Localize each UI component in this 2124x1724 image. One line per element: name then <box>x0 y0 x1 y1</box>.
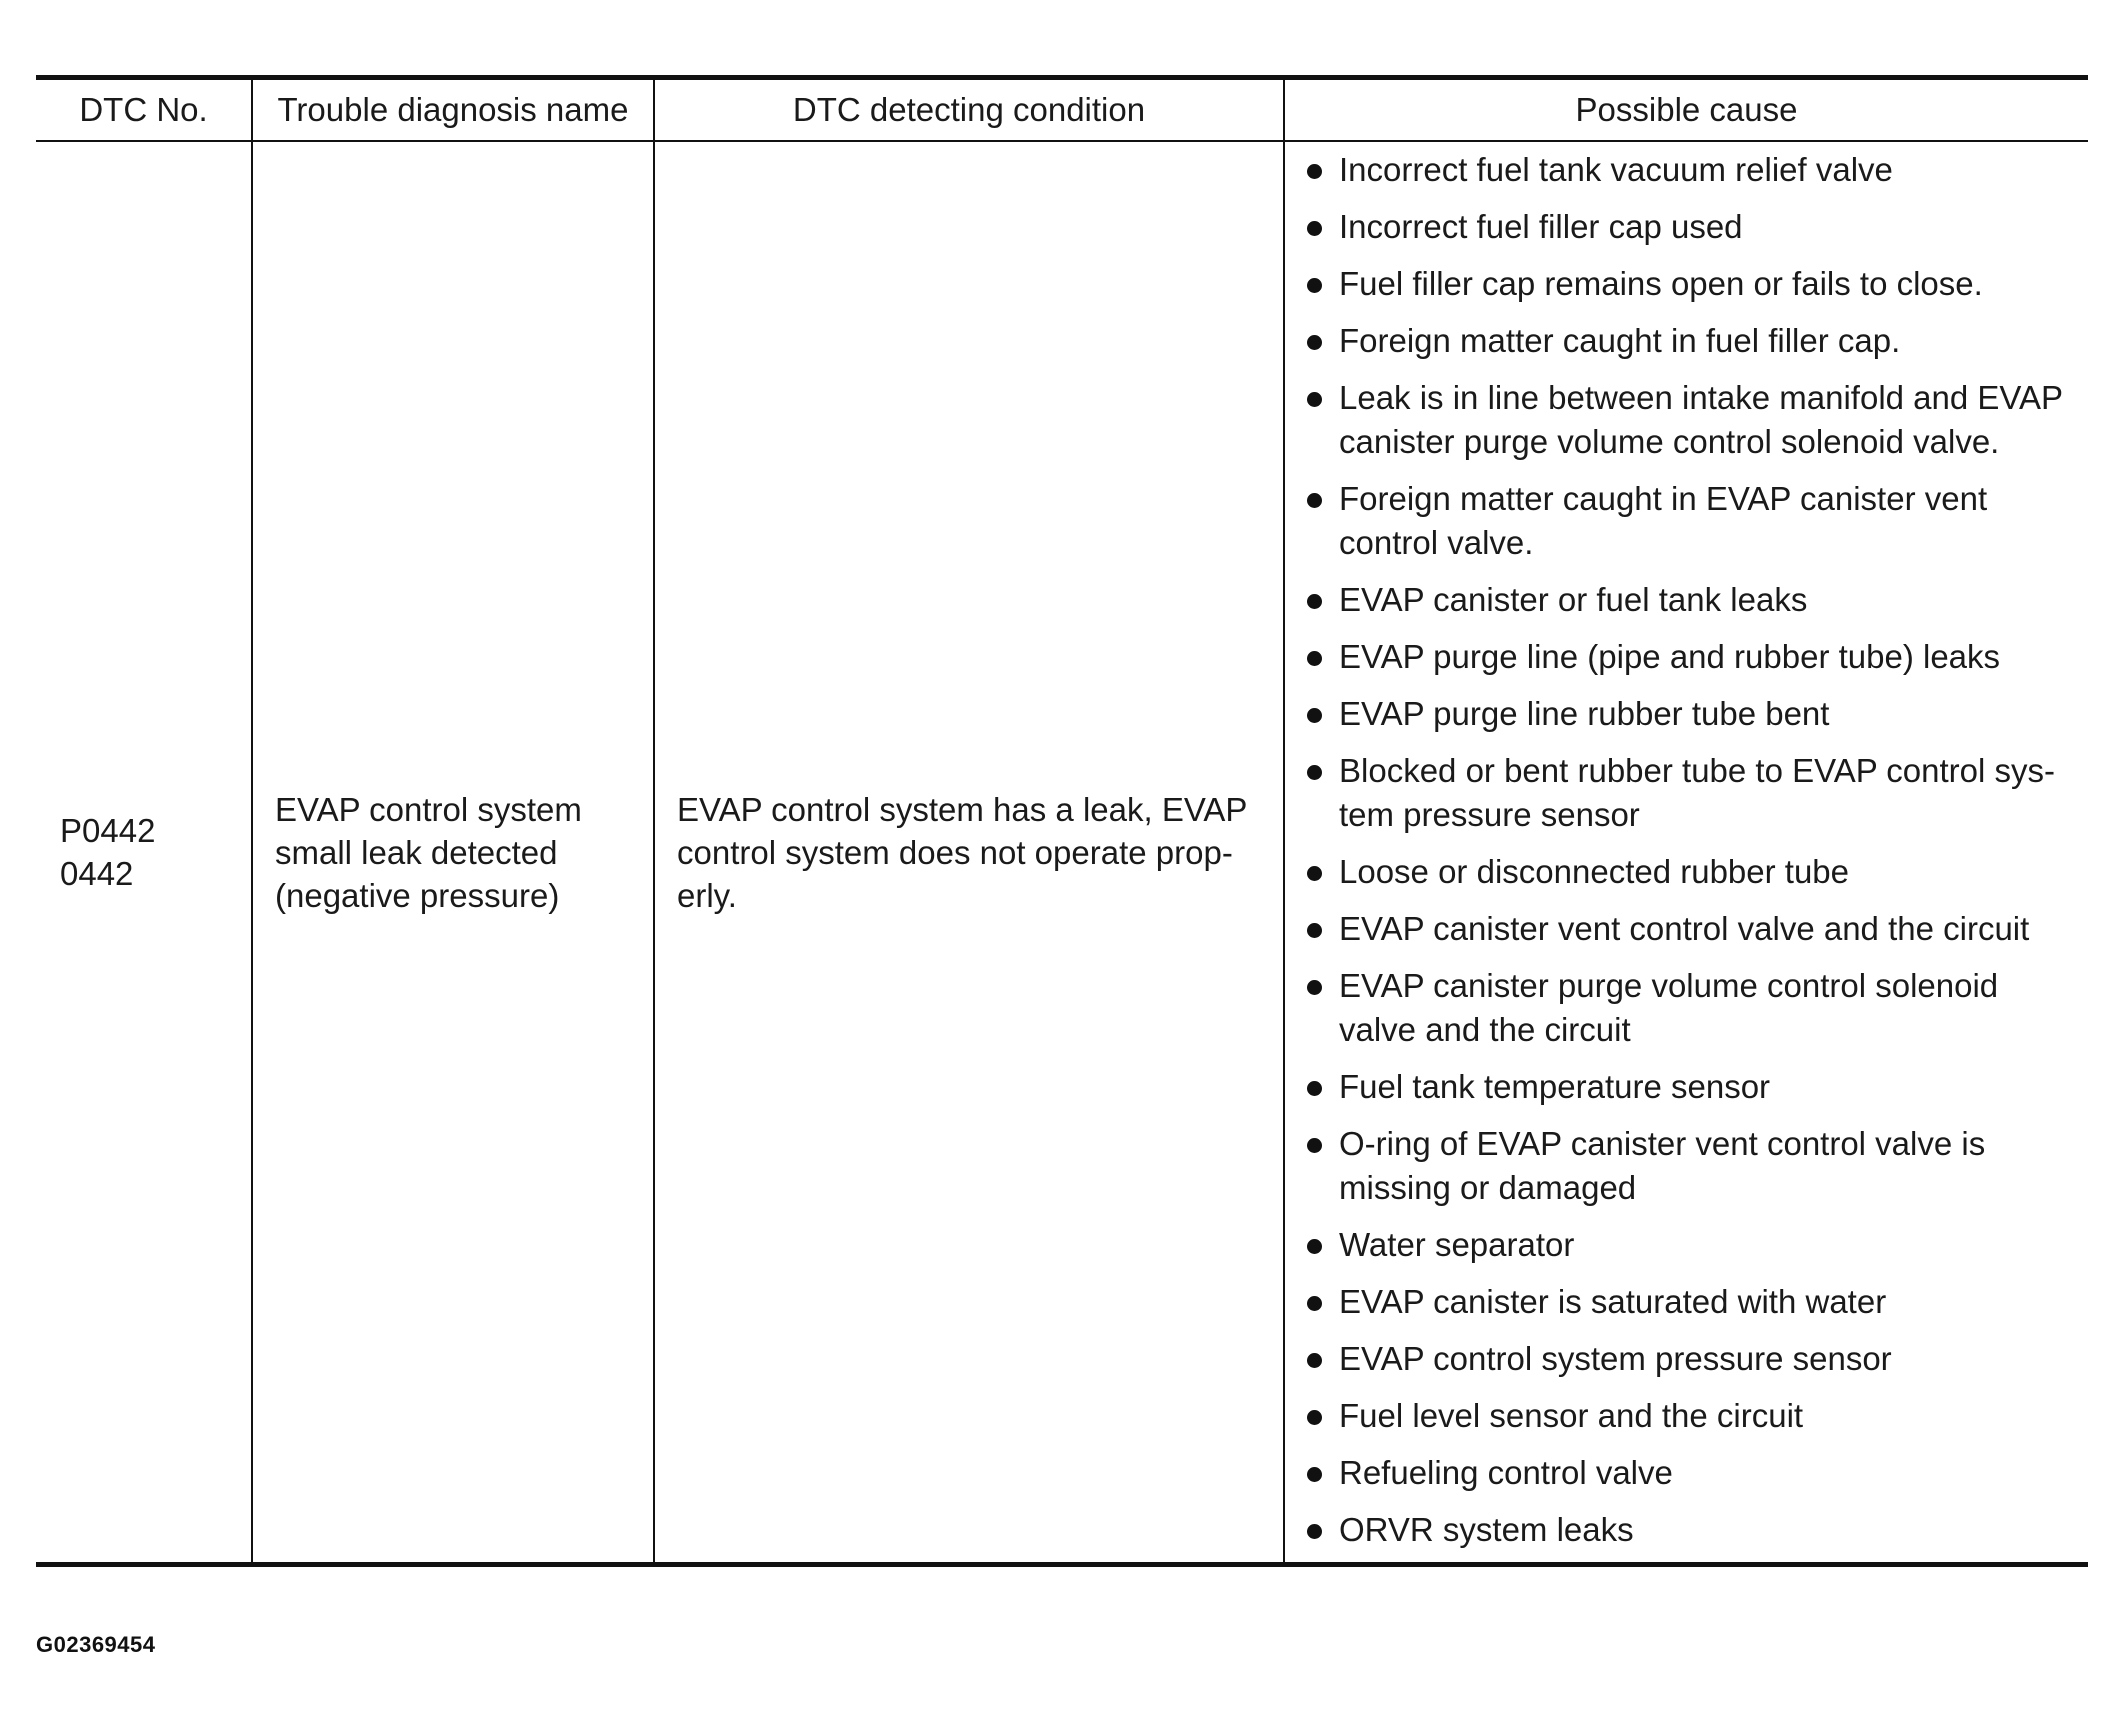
list-item <box>1307 578 2078 622</box>
possible-cause-text: Foreign matter caught in EVAP canister vent control valve. <box>1339 480 1988 561</box>
dtc-table <box>36 75 2088 1567</box>
list-item <box>1307 1451 2078 1495</box>
list-item <box>1307 1337 2078 1381</box>
table-header-row <box>36 78 2088 142</box>
dtc-code-primary: P0442 <box>60 812 156 849</box>
header-trouble-diagnosis-name: Trouble diagnosis name <box>252 78 654 142</box>
bullet-icon <box>1307 1081 1322 1096</box>
possible-cause-text: Incorrect fuel filler cap used <box>1339 208 1743 245</box>
bullet-icon <box>1307 980 1322 995</box>
possible-cause-text: Fuel tank temperature sensor <box>1339 1068 1771 1105</box>
bullet-icon <box>1307 1239 1322 1254</box>
possible-cause-list <box>1307 148 2078 1552</box>
possible-cause-text: EVAP canister is saturated with water <box>1339 1283 1887 1320</box>
list-item <box>1307 376 2078 464</box>
list-item <box>1307 319 2078 363</box>
bullet-icon <box>1307 1353 1322 1368</box>
list-item <box>1307 692 2078 736</box>
bullet-icon <box>1307 866 1322 881</box>
cell-possible-cause <box>1284 141 2088 1565</box>
possible-cause-text: Blocked or bent rubber tube to EVAP control system pressure sensor <box>1339 752 2056 833</box>
list-item <box>1307 635 2078 679</box>
bullet-icon <box>1307 1410 1322 1425</box>
bullet-icon <box>1307 651 1322 666</box>
list-item <box>1307 1280 2078 1324</box>
possible-cause-text: Incorrect fuel tank vacuum relief valve <box>1339 151 1893 188</box>
bullet-icon <box>1307 221 1322 236</box>
possible-cause-text: ORVR system leaks <box>1339 1511 1634 1548</box>
list-item <box>1307 1122 2078 1210</box>
bullet-icon <box>1307 392 1322 407</box>
list-item <box>1307 1065 2078 1109</box>
trouble-diagnosis-name-text: EVAP control system small leak detected (negative pressure) <box>275 790 582 914</box>
bullet-icon <box>1307 708 1322 723</box>
possible-cause-text: Leak is in line between intake manifold and EVAP canister purge volume control solenoid valve. <box>1339 379 2063 460</box>
possible-cause-text: EVAP canister vent control valve and the circuit <box>1339 910 2030 947</box>
possible-cause-text: Refueling control valve <box>1339 1454 1673 1491</box>
list-item <box>1307 850 2078 894</box>
bullet-icon <box>1307 1296 1322 1311</box>
bullet-icon <box>1307 1524 1322 1539</box>
list-item <box>1307 964 2078 1052</box>
list-item <box>1307 1223 2078 1267</box>
bullet-icon <box>1307 335 1322 350</box>
list-item <box>1307 907 2078 951</box>
possible-cause-text: Water separator <box>1339 1226 1575 1263</box>
bullet-icon <box>1307 1467 1322 1482</box>
list-item <box>1307 148 2078 192</box>
possible-cause-text: EVAP canister or fuel tank leaks <box>1339 581 1808 618</box>
dtc-detecting-condition-text: EVAP control system has a leak, EVAP control system does not operate properly. <box>677 790 1247 914</box>
bullet-icon <box>1307 493 1322 508</box>
possible-cause-text: Fuel level sensor and the circuit <box>1339 1397 1804 1434</box>
dtc-code-secondary: 0442 <box>60 855 134 892</box>
bullet-icon <box>1307 923 1322 938</box>
possible-cause-text: EVAP canister purge volume control solenoid valve and the circuit <box>1339 967 1999 1048</box>
header-possible-cause: Possible cause <box>1284 78 2088 142</box>
header-dtc-detecting-condition: DTC detecting condition <box>654 78 1284 142</box>
possible-cause-text: Foreign matter caught in fuel filler cap. <box>1339 322 1901 359</box>
possible-cause-text: Loose or disconnected rubber tube <box>1339 853 1850 890</box>
bullet-icon <box>1307 278 1322 293</box>
bullet-icon <box>1307 1138 1322 1153</box>
list-item <box>1307 262 2078 306</box>
possible-cause-text: EVAP purge line rubber tube bent <box>1339 695 1830 732</box>
figure-id: G02369454 <box>36 1632 156 1657</box>
cell-dtc-detecting-condition <box>654 141 1284 1565</box>
bullet-icon <box>1307 164 1322 179</box>
possible-cause-text: EVAP purge line (pipe and rubber tube) leaks <box>1339 638 2001 675</box>
possible-cause-text: EVAP control system pressure sensor <box>1339 1340 1892 1377</box>
list-item <box>1307 205 2078 249</box>
list-item <box>1307 1394 2078 1438</box>
list-item <box>1307 1508 2078 1552</box>
cell-dtc-no <box>36 141 252 1565</box>
possible-cause-text: Fuel filler cap remains open or fails to close. <box>1339 265 1983 302</box>
possible-cause-text: O-ring of EVAP canister vent control valve is missing or damaged <box>1339 1125 1986 1206</box>
list-item <box>1307 477 2078 565</box>
bullet-icon <box>1307 765 1322 780</box>
table-row <box>36 141 2088 1565</box>
cell-trouble-diagnosis-name <box>252 141 654 1565</box>
list-item <box>1307 749 2078 837</box>
bullet-icon <box>1307 594 1322 609</box>
header-dtc-no: DTC No. <box>36 78 252 142</box>
